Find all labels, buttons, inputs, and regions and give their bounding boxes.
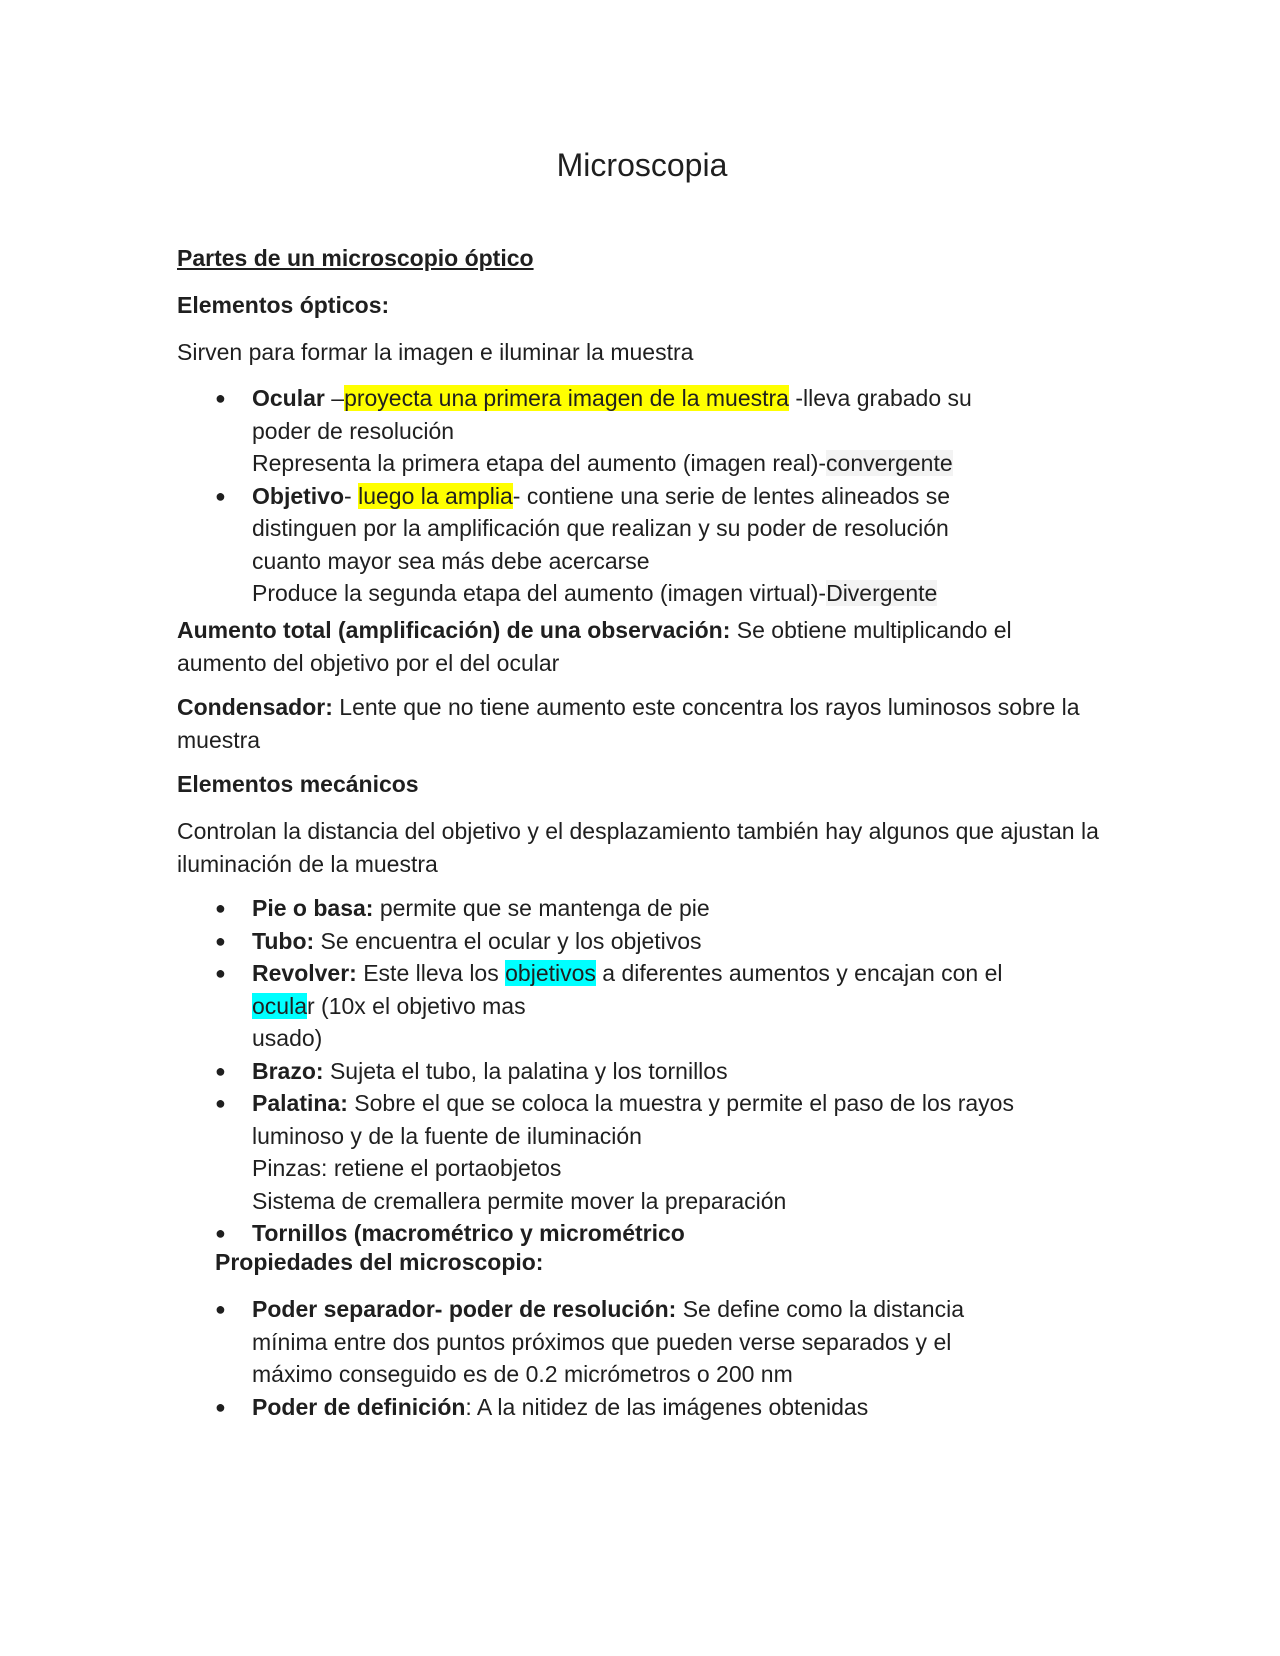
paragraph-text: Lente que no tiene aumento este concentra los rayos luminosos sobre la muestra xyxy=(177,694,1080,753)
item-label: Ocular xyxy=(252,385,325,411)
item-label: Revolver: xyxy=(252,960,357,986)
list-item-tornillos xyxy=(177,1217,1047,1250)
item-label: Tornillos (macrométrico y micrométrico xyxy=(252,1220,685,1246)
item-label: Brazo: xyxy=(252,1057,324,1084)
item-text: : A la nitidez de las imágenes obtenidas xyxy=(465,1393,869,1420)
item-text: a diferentes aumentos y encajan con el xyxy=(595,960,1003,986)
optical-heading: Elementos ópticos: xyxy=(177,292,390,318)
item-separator: - xyxy=(344,482,359,509)
mechanical-intro: Controlan la distancia del objetivo y el desplazamiento también hay algunos que ajustan la iluminación de la muestra xyxy=(177,818,1099,877)
highlighted-text: objetivos xyxy=(505,960,596,986)
item-label: Palatina: xyxy=(252,1090,348,1116)
item-text: - contiene una serie de lentes alineados se distinguen por la amplificación que realizan y su poder de resolución cuanto mayor sea más debe acercarse xyxy=(252,482,951,574)
highlighted-text: luego la amplia xyxy=(358,482,513,509)
item-text: -lleva grabado su poder de resolución xyxy=(252,385,972,444)
item-detail-shaded: convergente xyxy=(826,450,953,476)
bullet-icon: ● xyxy=(215,1223,226,1243)
item-label: Tubo: xyxy=(252,927,315,954)
list-item-definicion xyxy=(177,1391,1007,1424)
list-item-palatina xyxy=(177,1087,1047,1217)
list-item-separador xyxy=(177,1293,1007,1391)
mechanical-heading: Elementos mecánicos xyxy=(177,771,419,797)
optical-intro: Sirven para formar la imagen e iluminar la muestra xyxy=(177,339,694,365)
mechanical-list xyxy=(177,892,1107,1250)
list-item-tubo xyxy=(177,925,1047,958)
item-text: Sobre el que se coloca la muestra y permite el paso de los rayos luminoso y de la fuente de iluminación xyxy=(252,1090,1014,1149)
item-detail: Produce la segunda etapa del aumento (imagen virtual)- xyxy=(252,580,827,606)
bullet-icon: ● xyxy=(215,1299,226,1319)
list-item-revolver xyxy=(177,957,1047,1055)
document-title: Microscopia xyxy=(556,147,728,183)
item-label: Pie o basa: xyxy=(252,895,374,921)
item-text: usado) xyxy=(252,1025,323,1051)
item-detail: Representa la primera etapa del aumento (imagen real)- xyxy=(252,450,827,476)
item-label: Poder de definición xyxy=(252,1393,466,1420)
item-text: Se define como la distancia mínima entre dos puntos próximos que pueden verse separados y el máximo conseguido es de 0.2 micrómetros o 200 nm xyxy=(252,1296,964,1387)
bullet-icon: ● xyxy=(215,485,226,506)
item-detail: Sistema de cremallera permite mover la preparación xyxy=(252,1187,787,1214)
paragraph-label: Aumento total (amplificación) de una observación: xyxy=(177,617,731,643)
paragraph-text: Se obtiene multiplicando el aumento del objetivo por el del ocular xyxy=(177,617,1012,676)
item-text: r (10x el objetivo mas xyxy=(306,992,526,1019)
properties-list xyxy=(177,1293,1107,1423)
condensador-paragraph xyxy=(177,691,1107,756)
highlighted-text: ocula xyxy=(252,992,307,1019)
item-detail-shaded: Divergente xyxy=(826,580,938,606)
list-item-pie xyxy=(177,892,1047,925)
item-text: Este lleva los xyxy=(356,960,506,986)
properties-heading: Propiedades del microscopio: xyxy=(215,1249,544,1275)
bullet-icon: ● xyxy=(215,1396,226,1417)
bullet-icon: ● xyxy=(215,1093,226,1113)
item-text: permite que se mantenga de pie xyxy=(373,895,710,921)
bullet-icon: ● xyxy=(215,930,226,951)
item-detail: Pinzas: retiene el portaobjetos xyxy=(252,1155,562,1181)
optical-list xyxy=(177,382,1107,610)
list-item-objetivo xyxy=(177,480,1007,610)
highlighted-text: proyecta una primera imagen de la muestra xyxy=(344,385,789,411)
aumento-paragraph xyxy=(177,614,1107,679)
bullet-icon: ● xyxy=(215,1060,226,1081)
item-text: Sujeta el tubo, la palatina y los tornillos xyxy=(323,1057,728,1084)
paragraph-label: Condensador: xyxy=(177,694,333,720)
item-text: Se encuentra el ocular y los objetivos xyxy=(314,927,702,954)
list-item-ocular xyxy=(177,382,1007,480)
item-separator: – xyxy=(324,385,345,411)
section-heading: Partes de un microscopio óptico xyxy=(177,245,534,271)
item-label: Objetivo xyxy=(252,482,345,509)
bullet-icon: ● xyxy=(215,963,226,983)
list-item-brazo xyxy=(177,1055,1047,1088)
bullet-icon: ● xyxy=(215,388,226,408)
bullet-icon: ● xyxy=(215,898,226,918)
item-label: Poder separador- poder de resolución: xyxy=(252,1296,677,1322)
